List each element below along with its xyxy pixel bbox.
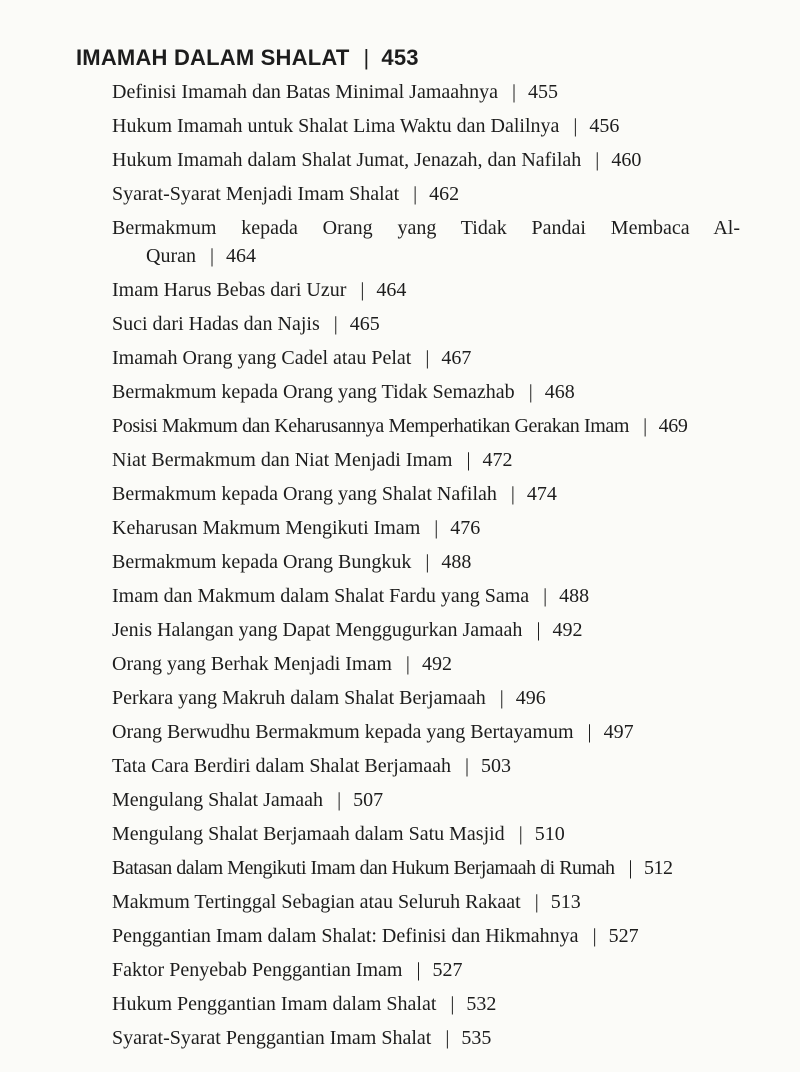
toc-entry <box>112 718 740 752</box>
toc-entry-separator: | <box>360 279 365 301</box>
toc-entry-page: 464 <box>226 245 256 267</box>
toc-entry-title-continuation <box>112 242 740 270</box>
toc-entry-separator: | <box>587 721 592 743</box>
toc-entry-page: 474 <box>526 483 557 505</box>
toc-entry <box>112 752 740 786</box>
toc-entry <box>112 1024 740 1058</box>
toc-entry-title: Imam Harus Bebas dari Uzur <box>112 279 347 301</box>
toc-entry-title: Faktor Penyebab Penggantian Imam <box>112 959 403 981</box>
toc-entry-separator: | <box>543 585 548 607</box>
toc-entry-title: Keharusan Makmum Mengikuti Imam <box>112 517 421 539</box>
toc-entry <box>112 922 740 956</box>
toc-entry-separator: | <box>592 925 597 947</box>
toc-entry-page: 535 <box>461 1027 492 1049</box>
toc-entry-title: Posisi Makmum dan Keharusannya Memperhatikan Gerakan Imam <box>112 415 630 437</box>
toc-entry <box>112 344 740 378</box>
toc-entry-page: 503 <box>481 755 512 777</box>
toc-entry-title: Syarat-Syarat Penggantian Imam Shalat <box>112 1027 432 1049</box>
toc-entry <box>112 146 740 180</box>
toc-entry-page: 488 <box>441 551 472 573</box>
toc-entry <box>112 854 740 888</box>
toc-entry-separator: | <box>209 245 214 267</box>
toc-entry-separator: | <box>595 149 600 171</box>
toc-entry-title: Bermakmum kepada Orang yang Shalat Nafilah <box>112 483 497 505</box>
toc-entry-title: Imamah Orang yang Cadel atau Pelat <box>112 347 412 369</box>
toc-entry-separator: | <box>573 115 578 137</box>
toc-entry-title-line-2: Quran <box>146 245 196 267</box>
toc-entry-separator: | <box>333 313 338 335</box>
toc-entry <box>112 582 740 616</box>
toc-entry-title: Perkara yang Makruh dalam Shalat Berjamaah <box>112 687 486 709</box>
toc-entry-page: 476 <box>450 517 481 539</box>
toc-entry-page: 456 <box>589 115 620 137</box>
toc-entry-title: Batasan dalam Mengikuti Imam dan Hukum Berjamaah di Rumah <box>112 857 615 879</box>
toc-entry-title: Imam dan Makmum dalam Shalat Fardu yang Sama <box>112 585 530 607</box>
toc-entry-page: 527 <box>608 925 639 947</box>
toc-entry-page: 497 <box>603 721 634 743</box>
toc-entry-page: 507 <box>353 789 384 811</box>
toc-entry-page: 496 <box>515 687 546 709</box>
toc-entry-separator: | <box>466 449 471 471</box>
toc-entry <box>112 446 740 480</box>
toc-entry <box>112 956 740 990</box>
toc-entry <box>112 684 740 718</box>
toc-entry <box>112 276 740 310</box>
toc-entry-page: 468 <box>544 381 575 403</box>
toc-entry-page: 510 <box>534 823 565 845</box>
toc-entry-separator: | <box>536 619 541 641</box>
toc-entry-title: Jenis Halangan yang Dapat Menggugurkan Jamaah <box>112 619 523 641</box>
toc-entry-separator: | <box>450 993 455 1015</box>
toc-entry-title-line-1: Bermakmum kepada Orang yang Tidak Pandai Membaca Al- <box>112 217 740 239</box>
toc-entry-title: Bermakmum kepada Orang Bungkuk <box>112 551 412 573</box>
toc-entry-separator: | <box>512 81 517 103</box>
toc-entry <box>112 180 740 214</box>
toc-entry <box>112 888 740 922</box>
toc-entry-separator: | <box>499 687 504 709</box>
toc-entry-page: 492 <box>552 619 583 641</box>
toc-entry-title: Hukum Imamah dalam Shalat Jumat, Jenazah, dan Nafilah <box>112 149 582 171</box>
toc-entry-title: Syarat-Syarat Menjadi Imam Shalat <box>112 183 400 205</box>
toc-entry <box>112 480 740 514</box>
toc-entry-page: 488 <box>559 585 590 607</box>
toc-entry-page: 464 <box>376 279 407 301</box>
toc-entry <box>112 310 740 344</box>
toc-entry-page: 465 <box>349 313 380 335</box>
toc-entry <box>112 786 740 820</box>
toc-entry-separator: | <box>628 857 633 879</box>
toc-entry-title: Penggantian Imam dalam Shalat: Definisi dan Hikmahnya <box>112 925 579 947</box>
toc-entry-separator: | <box>434 517 439 539</box>
toc-entry-title: Mengulang Shalat Berjamaah dalam Satu Masjid <box>112 823 505 845</box>
toc-entry-separator: | <box>510 483 515 505</box>
toc-entry <box>112 112 740 146</box>
toc-entry-page: 467 <box>441 347 472 369</box>
toc-entry <box>112 412 740 446</box>
chapter-heading <box>76 44 419 72</box>
toc-entry-page: 532 <box>466 993 497 1015</box>
toc-entry-separator: | <box>528 381 533 403</box>
toc-entry-page: 512 <box>644 857 673 879</box>
toc-entry <box>112 990 740 1024</box>
toc-entry-page: 513 <box>550 891 581 913</box>
toc-entry-title: Bermakmum kepada Orang yang Tidak Semazhab <box>112 381 515 403</box>
toc-entry-separator: | <box>337 789 342 811</box>
toc-entry-title: Orang Berwudhu Bermakmum kepada yang Bertayamum <box>112 721 574 743</box>
toc-entry-page: 527 <box>432 959 463 981</box>
toc-entry-title: Tata Cara Berdiri dalam Shalat Berjamaah <box>112 755 452 777</box>
toc-entry-separator: | <box>518 823 523 845</box>
toc-entry <box>112 616 740 650</box>
toc-entry-title: Definisi Imamah dan Batas Minimal Jamaahnya <box>112 81 499 103</box>
toc-entry-separator: | <box>534 891 539 913</box>
toc-entry <box>112 514 740 548</box>
toc-entry-title: Hukum Imamah untuk Shalat Lima Waktu dan Dalilnya <box>112 115 560 137</box>
toc-entry-title: Niat Bermakmum dan Niat Menjadi Imam <box>112 449 453 471</box>
toc-entry-page: 492 <box>421 653 452 675</box>
toc-entry <box>112 214 740 276</box>
toc-entry-separator: | <box>425 347 430 369</box>
toc-entry <box>112 378 740 412</box>
toc-entry-page: 462 <box>429 183 460 205</box>
toc-entry-list <box>112 78 740 1058</box>
toc-entry-separator: | <box>445 1027 450 1049</box>
toc-entry-title: Orang yang Berhak Menjadi Imam <box>112 653 392 675</box>
toc-entry <box>112 548 740 582</box>
toc-entry-separator: | <box>643 415 647 437</box>
toc-entry-title: Suci dari Hadas dan Najis <box>112 313 320 335</box>
toc-entry-separator: | <box>465 755 470 777</box>
toc-entry-page: 472 <box>482 449 513 471</box>
toc-entry-page: 455 <box>528 81 559 103</box>
toc-entry-title: Hukum Penggantian Imam dalam Shalat <box>112 993 437 1015</box>
toc-entry-page: 469 <box>658 415 688 437</box>
chapter-title: IMAMAH DALAM SHALAT <box>76 45 350 70</box>
toc-entry-separator: | <box>416 959 421 981</box>
toc-entry <box>112 650 740 684</box>
toc-entry-separator: | <box>405 653 410 675</box>
toc-entry <box>112 78 740 112</box>
toc-entry-title: Mengulang Shalat Jamaah <box>112 789 324 811</box>
chapter-separator: | <box>363 45 370 70</box>
toc-entry <box>112 820 740 854</box>
toc-entry-separator: | <box>413 183 418 205</box>
toc-entry-title: Makmum Tertinggal Sebagian atau Seluruh Rakaat <box>112 891 521 913</box>
toc-entry-separator: | <box>425 551 430 573</box>
toc-entry-page: 460 <box>611 149 642 171</box>
chapter-page-number: 453 <box>381 45 419 70</box>
